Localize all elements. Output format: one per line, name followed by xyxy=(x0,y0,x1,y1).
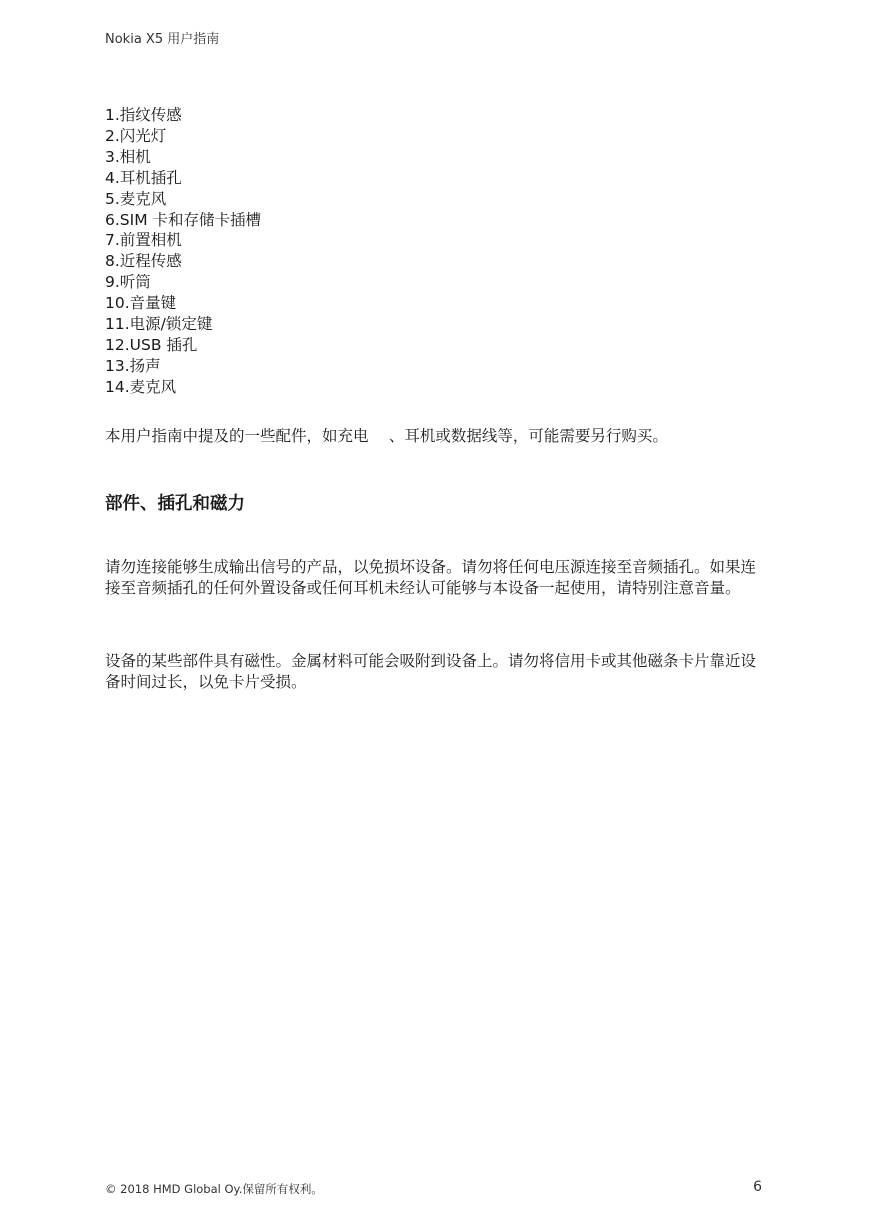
list-item: 14.麦克风 xyxy=(105,377,177,396)
parts-list xyxy=(105,105,261,398)
list-item: 3.相机 xyxy=(105,147,151,166)
list-item: 8.近程传感 xyxy=(105,252,182,271)
page-number: 6 xyxy=(753,1179,762,1195)
accessories-note: 本用户指南中提及的一些配件，如充电 、耳机或数据线等，可能需要另行购买。 xyxy=(105,427,668,445)
document-header: Nokia X5 用户指南 xyxy=(105,32,220,47)
list-item: 9.听筒 xyxy=(105,273,151,292)
list-item: 2.闪光灯 xyxy=(105,126,167,145)
body-paragraph: 请勿连接能够生成输出信号的产品，以免损坏设备。请勿将任何电压源连接至音频插孔。如果连接至音频插孔的任何外置设备或任何耳机未经认可能够与本设备一起使用，请特别注意音量。 xyxy=(105,558,757,597)
copyright-footer: © 2018 HMD Global Oy.保留所有权利。 xyxy=(105,1182,323,1196)
list-item: 5.麦克风 xyxy=(105,189,167,208)
section-heading: 部件、插孔和磁力 xyxy=(105,494,245,514)
list-item: 10.音量键 xyxy=(105,294,177,313)
list-item: 6.SIM 卡和存储卡插槽 xyxy=(105,210,261,229)
list-item: 13.扬声 xyxy=(105,356,161,375)
list-item: 1.指纹传感 xyxy=(105,106,182,124)
body-paragraph: 设备的某些部件具有磁性。金属材料可能会吸附到设备上。请勿将信用卡或其他磁条卡片靠近设备时间过长，以免卡片受损。 xyxy=(105,652,757,691)
list-item: 12.USB 插孔 xyxy=(105,335,198,354)
list-item: 4.耳机插孔 xyxy=(105,168,182,187)
list-item: 7.前置相机 xyxy=(105,231,182,250)
list-item: 11.电源/锁定键 xyxy=(105,315,213,334)
